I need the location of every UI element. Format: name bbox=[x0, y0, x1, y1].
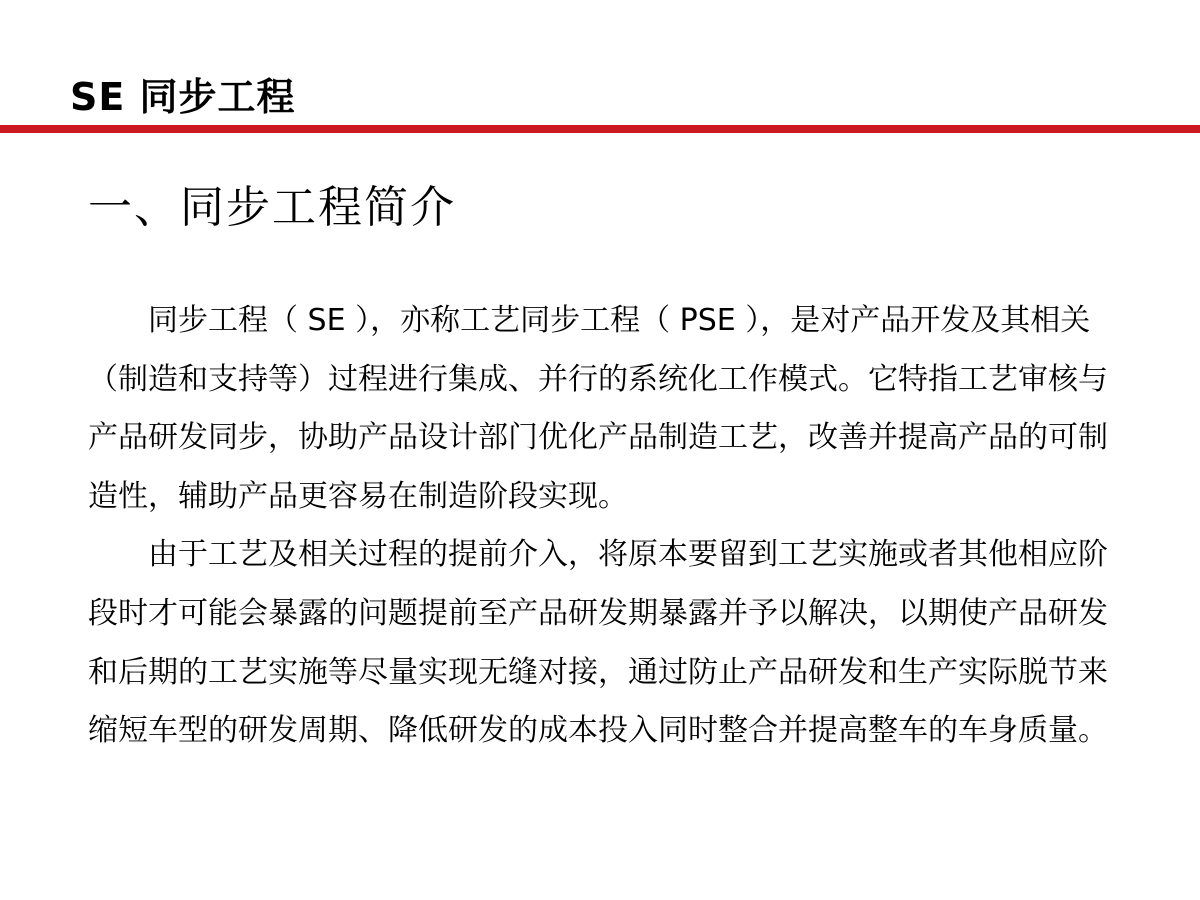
page-title: SE 同步工程 bbox=[70, 75, 296, 119]
body-paragraph-2: 由于工艺及相关过程的提前介入，将原本要留到工艺实施或者其他相应阶段时才可能会暴露的问题提前至产品研发期暴露并予以解决，以期使产品研发和后期的工艺实施等尽量实现无缝对接，通过防止产品研发和生产实际脱节来缩短车型的研发周期、降低研发的成本投入同时整合并提高整车的车身质量。 bbox=[88, 537, 1108, 749]
body-text bbox=[88, 292, 1132, 761]
header-divider bbox=[0, 125, 1200, 133]
section-heading: 一、同步工程简介 bbox=[88, 182, 456, 233]
body-paragraph-1: 同步工程（ SE ），亦称工艺同步工程（ PSE ），是对产品开发及其相关（制造和支持等）过程进行集成、并行的系统化工作模式。它特指工艺审核与产品研发同步，协助产品设计部门优化产品制造工艺，改善并提高产品的可制造性，辅助产品更容易在制造阶段实现。 bbox=[88, 303, 1108, 514]
